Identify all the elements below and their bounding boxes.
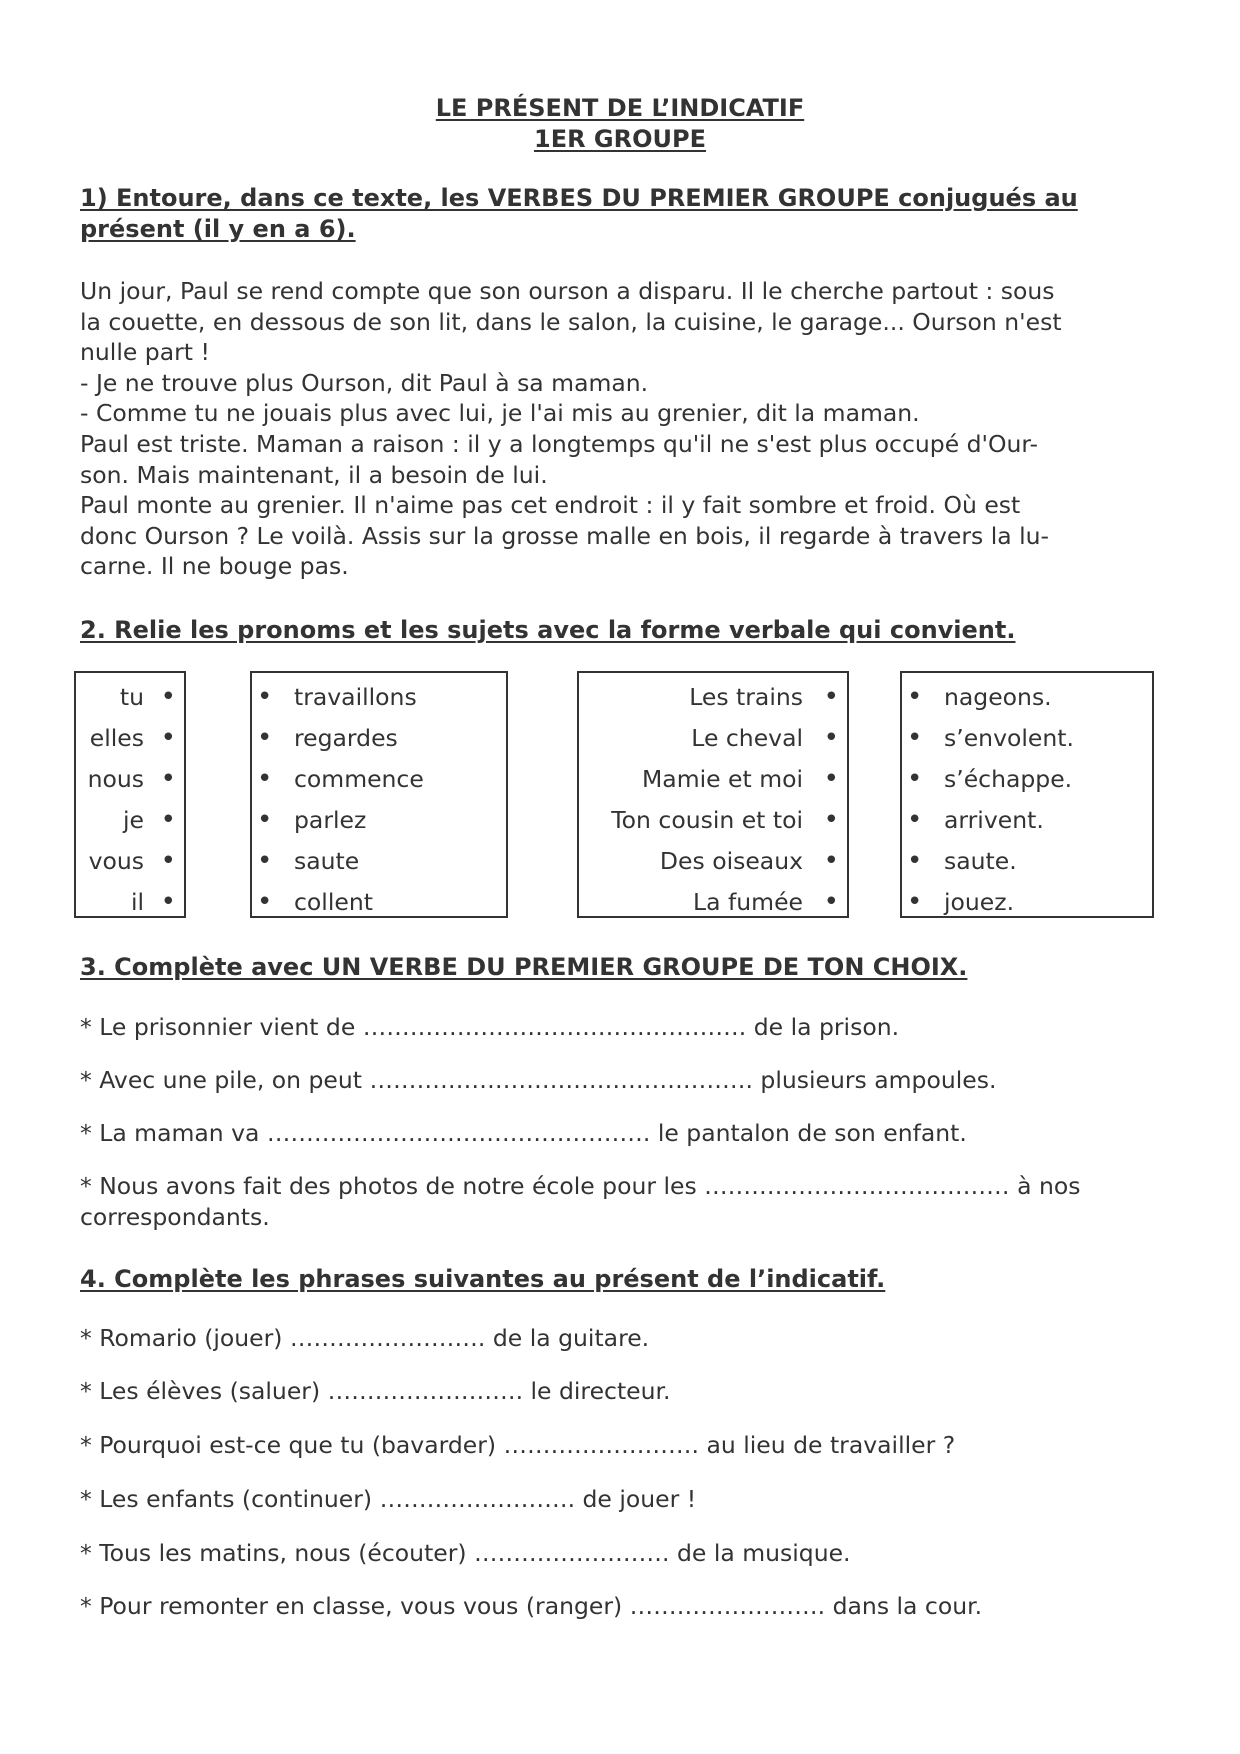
conjugation-sentence[interactable]: * Les enfants (continuer) ……………………. de jouer ! [80, 1485, 697, 1513]
conjugation-sentence[interactable]: * Romario (jouer) ……………………. de la guitare. [80, 1324, 650, 1352]
verb-row: • s’envolent. [902, 718, 1152, 759]
text-line: carne. Il ne bouge pas. [80, 552, 349, 581]
bullet-icon[interactable]: • [257, 846, 273, 876]
bullet-icon[interactable]: • [160, 846, 176, 876]
text-line: Paul est triste. Maman a raison : il y a longtemps qu'il ne s'est plus occupé d'Our- [80, 429, 1039, 458]
pronoun-row: je • [76, 800, 184, 841]
bullet-icon[interactable]: • [907, 682, 923, 712]
conjugation-sentence[interactable]: * Pourquoi est-ce que tu (bavarder) ……………………. au lieu de travailler ? [80, 1431, 956, 1459]
exercise-2-heading: 2. Relie les pronoms et les sujets avec la forme verbale qui convient. [80, 616, 1016, 644]
pronouns-box [74, 671, 186, 918]
title-line-2: 1ER GROUPE [534, 125, 706, 153]
exercise-3-heading: 3. Complète avec UN VERBE DU PREMIER GROUPE DE TON CHOIX. [80, 953, 968, 981]
bullet-icon[interactable]: • [160, 764, 176, 794]
exercise-1-heading: 1) Entoure, dans ce texte, les VERBES DU PREMIER GROUPE conjugués au présent (il y en a 6). [80, 184, 1078, 243]
conjugation-sentence[interactable]: * Tous les matins, nous (écouter) ……………………. de la musique. [80, 1539, 851, 1567]
fill-in-sentence[interactable]: * Nous avons fait des photos de notre école pour les ………………………………… à nos [80, 1172, 1081, 1200]
verb-row: • saute [252, 841, 506, 882]
fill-in-sentence[interactable]: * La maman va …………………………………………. le pantalon de son enfant. [80, 1119, 967, 1147]
bullet-icon[interactable]: • [907, 887, 923, 917]
bullet-icon[interactable]: • [257, 764, 273, 794]
bullet-icon[interactable]: • [160, 682, 176, 712]
pronoun-row: tu • [76, 677, 184, 718]
bullet-icon[interactable]: • [907, 723, 923, 753]
text-line: Paul monte au grenier. Il n'aime pas cet endroit : il y fait sombre et froid. Où est [80, 491, 1021, 520]
verb-row: • commence [252, 759, 506, 800]
pronoun-row: il • [76, 882, 184, 923]
bullet-icon[interactable]: • [257, 887, 273, 917]
bullet-icon[interactable]: • [160, 723, 176, 753]
bullet-icon[interactable]: • [823, 682, 839, 712]
text-line: - Je ne trouve plus Ourson, dit Paul à sa maman. [80, 368, 649, 397]
subject-row: Le cheval • [579, 718, 847, 759]
bullet-icon[interactable]: • [160, 887, 176, 917]
bullet-icon[interactable]: • [823, 805, 839, 835]
bullet-icon[interactable]: • [257, 805, 273, 835]
verbs-box-a [250, 671, 508, 918]
subject-row: Des oiseaux • [579, 841, 847, 882]
fill-in-sentence[interactable]: * Avec une pile, on peut …………………………………………. plusieurs ampoules. [80, 1066, 997, 1094]
bullet-icon[interactable]: • [257, 723, 273, 753]
subject-row: Les trains • [579, 677, 847, 718]
exercise-1-text [80, 276, 1160, 582]
conjugation-sentence[interactable]: * Les élèves (saluer) ……………………. le directeur. [80, 1377, 671, 1405]
bullet-icon[interactable]: • [907, 805, 923, 835]
bullet-icon[interactable]: • [907, 764, 923, 794]
verb-row: • regardes [252, 718, 506, 759]
subject-row: Ton cousin et toi • [579, 800, 847, 841]
bullet-icon[interactable]: • [907, 846, 923, 876]
pronoun-row: nous • [76, 759, 184, 800]
bullet-icon[interactable]: • [823, 723, 839, 753]
page-subtitle [80, 124, 1160, 155]
text-line: - Comme tu ne jouais plus avec lui, je l'ai mis au grenier, dit la maman. [80, 399, 920, 428]
bullet-icon[interactable]: • [823, 846, 839, 876]
text-line: donc Ourson ? Le voilà. Assis sur la grosse malle en bois, il regarde à travers la lu- [80, 521, 1050, 550]
text-line: la couette, en dessous de son lit, dans le salon, la cuisine, le garage... Ourson n'est [80, 307, 1062, 336]
page-title [80, 93, 1160, 124]
verb-row: • nageons. [902, 677, 1152, 718]
verb-row: • jouez. [902, 882, 1152, 923]
text-line: nulle part ! [80, 338, 210, 367]
verb-row: • collent [252, 882, 506, 923]
verb-row: • s’échappe. [902, 759, 1152, 800]
verb-row: • saute. [902, 841, 1152, 882]
bullet-icon[interactable]: • [823, 764, 839, 794]
title-line-1: LE PRÉSENT DE L’INDICATIF [435, 94, 805, 122]
subject-row: Mamie et moi • [579, 759, 847, 800]
bullet-icon[interactable]: • [160, 805, 176, 835]
bullet-icon[interactable]: • [257, 682, 273, 712]
fill-in-sentence[interactable]: * Le prisonnier vient de …………………………………………. de la prison. [80, 1013, 900, 1041]
bullet-icon[interactable]: • [823, 887, 839, 917]
verb-row: • travaillons [252, 677, 506, 718]
text-line: son. Mais maintenant, il a besoin de lui. [80, 460, 548, 489]
text-line: Un jour, Paul se rend compte que son ourson a disparu. Il le cherche partout : sous [80, 277, 1055, 305]
verb-row: • parlez [252, 800, 506, 841]
subjects-box [577, 671, 849, 918]
pronoun-row: elles • [76, 718, 184, 759]
conjugation-sentence[interactable]: * Pour remonter en classe, vous vous (ranger) ……………………. dans la cour. [80, 1592, 983, 1620]
verb-row: • arrivent. [902, 800, 1152, 841]
verbs-box-b [900, 671, 1154, 918]
fill-in-sentence-continued: correspondants. [80, 1203, 270, 1231]
exercise-4-heading: 4. Complète les phrases suivantes au présent de l’indicatif. [80, 1265, 886, 1293]
pronoun-row: vous • [76, 841, 184, 882]
subject-row: La fumée • [579, 882, 847, 923]
